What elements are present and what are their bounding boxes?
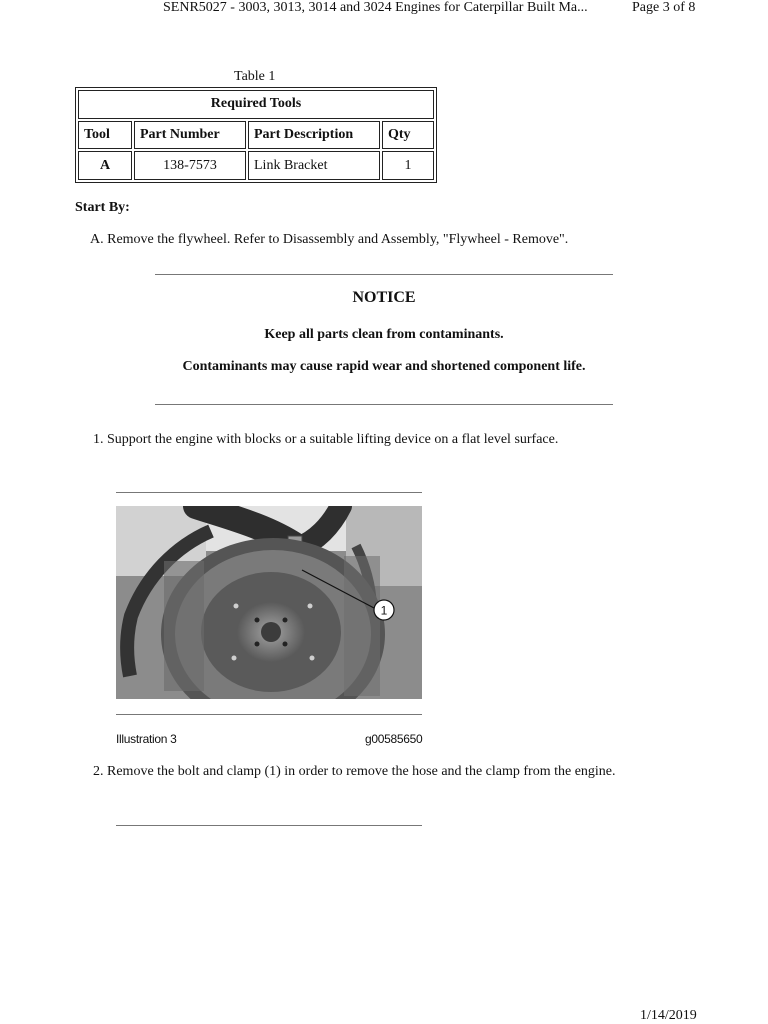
table-title: Required Tools [78, 90, 434, 119]
notice-top-divider [155, 274, 613, 275]
notice-title: NOTICE [352, 289, 416, 306]
notice-bottom-divider [155, 404, 613, 405]
table-header-row [78, 121, 434, 150]
page-indicator: Page 3 of 8 [632, 0, 696, 15]
table-cell: 1 [382, 151, 434, 180]
start-by-step: A. Remove the flywheel. Refer to Disassembly and Assembly, "Flywheel - Remove". [90, 232, 569, 247]
start-by-heading: Start By: [75, 200, 130, 215]
notice-line: Keep all parts clean from contaminants. [264, 327, 504, 342]
procedure-step: 1. Support the engine with blocks or a suitable lifting device on a flat level surface. [93, 432, 559, 447]
column-header: Qty [382, 121, 434, 150]
illustration-label: Illustration 3 [116, 732, 177, 746]
next-illustration-divider [116, 825, 422, 826]
engine-flywheel-housing-photo [116, 506, 422, 699]
document-title: SENR5027 - 3003, 3013, 3014 and 3024 Engines for Caterpillar Built Ma... [163, 0, 588, 15]
table-row [78, 151, 434, 180]
table-cell: 138-7573 [134, 151, 246, 180]
procedure-step: 2. Remove the bolt and clamp (1) in order to remove the hose and the clamp from the engine. [93, 764, 616, 779]
column-header: Part Number [134, 121, 246, 150]
illustration-bottom-divider [116, 714, 422, 715]
notice-line: Contaminants may cause rapid wear and shortened component life. [182, 359, 586, 374]
illustration-code: g00585650 [365, 732, 423, 746]
column-header: Part Description [248, 121, 380, 150]
column-header: Tool [78, 121, 132, 150]
print-date: 1/14/2019 [640, 1008, 697, 1023]
required-tools-table [75, 87, 437, 183]
table-cell: Link Bracket [248, 151, 380, 180]
table-title-row [78, 90, 434, 119]
callout-1-label: 1 [380, 603, 388, 618]
table-caption: Table 1 [234, 69, 276, 84]
illustration-top-divider [116, 492, 422, 493]
table-cell: A [78, 151, 132, 180]
